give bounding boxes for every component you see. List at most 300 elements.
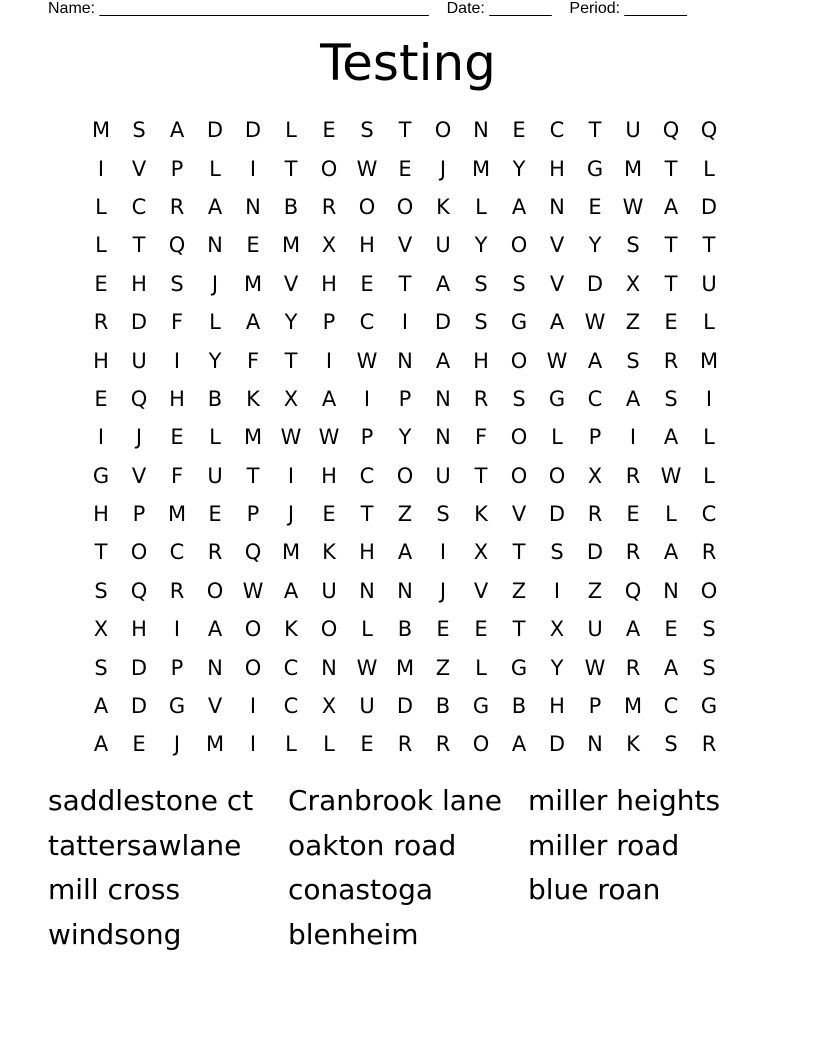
grid-letter: L	[209, 156, 221, 181]
grid-letter: U	[435, 463, 451, 488]
grid-letter: T	[474, 463, 488, 488]
grid-letter: U	[321, 578, 337, 603]
grid-letter: D	[586, 540, 604, 565]
grid-letter: G	[700, 694, 718, 719]
grid-letter: N	[549, 194, 565, 219]
grid-letter: A	[207, 617, 223, 642]
word-list-item: mill cross	[48, 873, 181, 907]
grid-letter: W	[546, 348, 568, 373]
grid-letter: A	[511, 194, 527, 219]
grid-letter: P	[588, 694, 602, 719]
grid-letter: T	[588, 118, 602, 143]
grid-letter: M	[623, 156, 643, 181]
grid-letter: I	[97, 425, 105, 450]
grid-letter: O	[320, 617, 338, 642]
grid-letter: O	[206, 578, 224, 603]
grid-letter: S	[512, 271, 526, 296]
grid-letter: L	[209, 425, 221, 450]
grid-letter: L	[285, 118, 297, 143]
grid-letter: H	[321, 463, 337, 488]
grid-letter: E	[360, 732, 374, 757]
grid-letter: Q	[244, 540, 262, 565]
grid-letter: K	[436, 194, 450, 219]
grid-letter: I	[249, 694, 257, 719]
grid-letter: S	[626, 233, 640, 258]
grid-letter: Z	[587, 578, 603, 603]
date-label: Date:	[446, 0, 485, 17]
grid-letter: R	[663, 348, 679, 373]
word-search-grid	[82, 111, 728, 764]
grid-letter: U	[359, 694, 375, 719]
grid-letter: E	[398, 156, 412, 181]
grid-letter: V	[397, 233, 413, 258]
grid-letter: I	[705, 386, 713, 411]
grid-letter: Q	[624, 578, 642, 603]
grid-letter: I	[249, 156, 257, 181]
grid-letter: M	[623, 694, 643, 719]
grid-row	[82, 610, 728, 648]
grid-letter: O	[320, 156, 338, 181]
grid-letter: A	[93, 732, 109, 757]
grid-letter: Y	[512, 156, 526, 181]
grid-letter: S	[474, 310, 488, 335]
grid-letter: G	[510, 655, 528, 680]
grid-letter: O	[548, 463, 566, 488]
grid-letter: E	[588, 194, 602, 219]
grid-letter: Y	[284, 310, 298, 335]
grid-letter: N	[397, 578, 413, 603]
grid-row	[82, 418, 728, 456]
grid-letter: U	[435, 233, 451, 258]
grid-letter: R	[207, 540, 223, 565]
grid-letter: P	[322, 310, 336, 335]
grid-letter: H	[131, 271, 147, 296]
grid-letter: O	[244, 655, 262, 680]
grid-letter: J	[439, 578, 447, 603]
grid-letter: S	[702, 655, 716, 680]
grid-row	[82, 149, 728, 187]
grid-letter: U	[207, 463, 223, 488]
grid-letter: O	[434, 118, 452, 143]
grid-letter: P	[360, 425, 374, 450]
grid-letter: U	[131, 348, 147, 373]
grid-letter: G	[168, 694, 186, 719]
grid-letter: D	[434, 310, 452, 335]
page-title: Testing	[320, 34, 496, 92]
name-label: Name:	[48, 0, 96, 17]
grid-letter: R	[587, 502, 603, 527]
grid-letter: O	[510, 425, 528, 450]
grid-letter: S	[626, 348, 640, 373]
grid-letter: X	[473, 540, 489, 565]
grid-letter: D	[586, 271, 604, 296]
grid-letter: M	[699, 348, 719, 373]
grid-letter: N	[207, 233, 223, 258]
grid-letter: T	[398, 118, 412, 143]
grid-letter: M	[281, 233, 301, 258]
grid-letter: I	[325, 348, 333, 373]
grid-letter: Z	[511, 578, 527, 603]
grid-letter: A	[663, 655, 679, 680]
word-list-item: oakton road	[288, 828, 457, 862]
grid-letter: I	[287, 463, 295, 488]
grid-letter: T	[664, 233, 678, 258]
grid-letter: T	[284, 348, 298, 373]
grid-letter: T	[360, 502, 374, 527]
grid-letter: W	[356, 156, 378, 181]
grid-letter: M	[471, 156, 491, 181]
word-list-item: miller road	[528, 828, 680, 862]
grid-letter: B	[283, 194, 299, 219]
grid-letter: L	[703, 310, 715, 335]
word-list-item: tattersawlane	[48, 828, 242, 862]
grid-letter: N	[663, 578, 679, 603]
grid-letter: T	[512, 617, 526, 642]
grid-letter: W	[356, 348, 378, 373]
grid-letter: G	[548, 386, 566, 411]
grid-letter: S	[94, 578, 108, 603]
grid-letter: T	[132, 233, 146, 258]
grid-letter: E	[664, 617, 678, 642]
grid-letter: P	[170, 156, 184, 181]
grid-row	[82, 648, 728, 686]
grid-row	[82, 265, 728, 303]
grid-letter: N	[245, 194, 261, 219]
word-list-item: miller heights	[528, 784, 721, 817]
grid-letter: G	[510, 310, 528, 335]
grid-letter: A	[663, 425, 679, 450]
grid-letter: J	[135, 425, 143, 450]
grid-letter: N	[587, 732, 603, 757]
grid-letter: D	[206, 118, 224, 143]
word-list-item: saddlestone ct	[48, 784, 254, 817]
grid-letter: O	[396, 463, 414, 488]
grid-letter: V	[549, 233, 565, 258]
grid-letter: Y	[588, 233, 602, 258]
grid-letter: A	[625, 386, 641, 411]
grid-letter: A	[663, 540, 679, 565]
grid-letter: J	[439, 156, 447, 181]
grid-letter: V	[473, 578, 489, 603]
grid-letter: S	[132, 118, 146, 143]
grid-letter: H	[359, 233, 375, 258]
grid-letter: C	[283, 655, 299, 680]
word-list-item: windsong	[48, 918, 182, 952]
grid-letter: R	[93, 310, 109, 335]
grid-letter: E	[322, 502, 336, 527]
grid-letter: G	[472, 694, 490, 719]
grid-letter: L	[475, 194, 487, 219]
grid-row	[82, 111, 728, 149]
grid-letter: O	[700, 578, 718, 603]
grid-letter: Z	[435, 655, 451, 680]
grid-letter: R	[625, 655, 641, 680]
grid-letter: M	[395, 655, 415, 680]
grid-letter: D	[548, 502, 566, 527]
grid-letter: P	[588, 425, 602, 450]
grid-letter: D	[396, 694, 414, 719]
grid-row	[82, 303, 728, 341]
grid-letter: N	[435, 386, 451, 411]
grid-letter: W	[622, 194, 644, 219]
grid-letter: T	[398, 271, 412, 296]
grid-letter: E	[208, 502, 222, 527]
grid-letter: A	[245, 310, 261, 335]
grid-letter: A	[397, 540, 413, 565]
grid-letter: Y	[208, 348, 222, 373]
grid-letter: R	[701, 732, 717, 757]
grid-letter: I	[97, 156, 105, 181]
grid-letter: W	[242, 578, 264, 603]
grid-letter: A	[511, 732, 527, 757]
grid-letter: D	[130, 694, 148, 719]
grid-letter: I	[439, 540, 447, 565]
grid-letter: Q	[662, 118, 680, 143]
grid-letter: E	[170, 425, 184, 450]
grid-letter: M	[243, 271, 263, 296]
grid-letter: R	[321, 194, 337, 219]
grid-letter: D	[244, 118, 262, 143]
grid-letter: A	[549, 310, 565, 335]
grid-letter: N	[435, 425, 451, 450]
grid-letter: O	[510, 463, 528, 488]
grid-letter: L	[703, 463, 715, 488]
grid-row	[82, 380, 728, 418]
grid-row	[82, 533, 728, 571]
grid-letter: G	[586, 156, 604, 181]
grid-letter: S	[702, 617, 716, 642]
grid-letter: B	[207, 386, 223, 411]
grid-letter: O	[472, 732, 490, 757]
grid-letter: E	[94, 386, 108, 411]
grid-letter: K	[246, 386, 260, 411]
grid-letter: A	[587, 348, 603, 373]
grid-letter: E	[322, 118, 336, 143]
grid-letter: E	[436, 617, 450, 642]
grid-letter: Q	[130, 386, 148, 411]
grid-letter: K	[322, 540, 336, 565]
grid-letter: S	[360, 118, 374, 143]
grid-letter: C	[587, 386, 603, 411]
grid-letter: U	[701, 271, 717, 296]
word-list	[48, 779, 788, 958]
grid-letter: S	[550, 540, 564, 565]
grid-letter: O	[244, 617, 262, 642]
grid-letter: H	[93, 502, 109, 527]
grid-letter: I	[173, 617, 181, 642]
grid-letter: N	[321, 655, 337, 680]
grid-letter: I	[363, 386, 371, 411]
date-blank: _______	[489, 0, 552, 17]
grid-letter: A	[663, 194, 679, 219]
grid-letter: D	[700, 194, 718, 219]
grid-letter: H	[131, 617, 147, 642]
name-blank: _____________________________________	[99, 0, 429, 17]
grid-row	[82, 572, 728, 610]
grid-letter: I	[173, 348, 181, 373]
grid-letter: T	[284, 156, 298, 181]
grid-letter: P	[132, 502, 146, 527]
grid-letter: X	[321, 694, 337, 719]
grid-letter: N	[473, 118, 489, 143]
grid-letter: W	[660, 463, 682, 488]
grid-letter: E	[512, 118, 526, 143]
grid-letter: S	[512, 386, 526, 411]
grid-row	[82, 495, 728, 533]
grid-row	[82, 341, 728, 379]
grid-letter: L	[285, 732, 297, 757]
grid-letter: C	[169, 540, 185, 565]
grid-letter: E	[94, 271, 108, 296]
grid-letter: I	[553, 578, 561, 603]
grid-letter: W	[584, 655, 606, 680]
grid-letter: A	[321, 386, 337, 411]
grid-letter: H	[473, 348, 489, 373]
grid-letter: A	[435, 348, 451, 373]
grid-letter: C	[549, 118, 565, 143]
header-fields	[48, 0, 687, 19]
grid-letter: N	[207, 655, 223, 680]
grid-letter: R	[625, 463, 641, 488]
grid-letter: P	[170, 655, 184, 680]
grid-letter: L	[323, 732, 335, 757]
grid-letter: L	[209, 310, 221, 335]
grid-letter: W	[356, 655, 378, 680]
grid-letter: O	[510, 348, 528, 373]
grid-letter: I	[401, 310, 409, 335]
grid-row	[82, 725, 728, 763]
grid-letter: I	[249, 732, 257, 757]
grid-letter: A	[625, 617, 641, 642]
grid-letter: M	[281, 540, 301, 565]
grid-letter: Q	[700, 118, 718, 143]
grid-letter: O	[396, 194, 414, 219]
grid-letter: H	[321, 271, 337, 296]
grid-letter: P	[246, 502, 260, 527]
grid-letter: O	[130, 540, 148, 565]
grid-letter: B	[435, 694, 451, 719]
grid-letter: T	[702, 233, 716, 258]
grid-letter: L	[703, 156, 715, 181]
word-list-item: Cranbrook lane	[288, 784, 502, 817]
grid-letter: U	[587, 617, 603, 642]
grid-letter: L	[703, 425, 715, 450]
grid-letter: K	[474, 502, 488, 527]
grid-letter: Q	[130, 578, 148, 603]
grid-letter: R	[169, 578, 185, 603]
grid-letter: C	[359, 463, 375, 488]
period-blank: _______	[624, 0, 687, 17]
grid-letter: X	[93, 617, 109, 642]
grid-letter: S	[170, 271, 184, 296]
grid-letter: C	[663, 694, 679, 719]
grid-letter: B	[511, 694, 527, 719]
grid-letter: S	[94, 655, 108, 680]
grid-letter: F	[474, 425, 488, 450]
grid-letter: T	[664, 156, 678, 181]
grid-letter: J	[173, 732, 181, 757]
grid-letter: L	[551, 425, 563, 450]
grid-letter: O	[358, 194, 376, 219]
grid-letter: W	[280, 425, 302, 450]
grid-letter: L	[95, 233, 107, 258]
grid-letter: L	[475, 655, 487, 680]
grid-letter: V	[283, 271, 299, 296]
grid-letter: V	[511, 502, 527, 527]
grid-letter: X	[587, 463, 603, 488]
grid-row	[82, 687, 728, 725]
grid-letter: R	[397, 732, 413, 757]
grid-letter: H	[93, 348, 109, 373]
period-label: Period:	[569, 0, 621, 17]
grid-letter: Z	[397, 502, 413, 527]
grid-letter: A	[283, 578, 299, 603]
grid-letter: A	[207, 194, 223, 219]
grid-letter: L	[665, 502, 677, 527]
grid-letter: E	[246, 233, 260, 258]
grid-letter: S	[664, 732, 678, 757]
grid-letter: T	[664, 271, 678, 296]
grid-letter: H	[359, 540, 375, 565]
grid-letter: K	[626, 732, 640, 757]
grid-letter: X	[549, 617, 565, 642]
grid-letter: R	[701, 540, 717, 565]
grid-letter: B	[397, 617, 413, 642]
grid-row	[82, 226, 728, 264]
grid-letter: A	[93, 694, 109, 719]
word-list-item: conastoga	[288, 873, 434, 907]
grid-letter: M	[243, 425, 263, 450]
grid-letter: T	[94, 540, 108, 565]
grid-letter: Z	[625, 310, 641, 335]
grid-letter: F	[170, 310, 184, 335]
grid-letter: X	[321, 233, 337, 258]
grid-letter: V	[131, 156, 147, 181]
grid-letter: Q	[168, 233, 186, 258]
grid-letter: F	[170, 463, 184, 488]
grid-letter: J	[287, 502, 295, 527]
grid-letter: S	[474, 271, 488, 296]
grid-row	[82, 457, 728, 495]
grid-letter: E	[664, 310, 678, 335]
grid-letter: P	[398, 386, 412, 411]
grid-letter: R	[169, 194, 185, 219]
grid-letter: C	[283, 694, 299, 719]
grid-letter: V	[131, 463, 147, 488]
grid-letter: N	[397, 348, 413, 373]
grid-letter: K	[284, 617, 298, 642]
grid-letter: W	[318, 425, 340, 450]
grid-letter: F	[246, 348, 260, 373]
grid-letter: L	[361, 617, 373, 642]
grid-letter: R	[625, 540, 641, 565]
grid-letter: E	[132, 732, 146, 757]
grid-letter: W	[584, 310, 606, 335]
grid-letter: U	[625, 118, 641, 143]
grid-letter: H	[549, 694, 565, 719]
grid-letter: C	[701, 502, 717, 527]
grid-letter: G	[92, 463, 110, 488]
grid-letter: C	[131, 194, 147, 219]
grid-letter: S	[664, 386, 678, 411]
grid-letter: I	[629, 425, 637, 450]
grid-letter: E	[474, 617, 488, 642]
grid-letter: Y	[398, 425, 412, 450]
grid-letter: X	[283, 386, 299, 411]
grid-letter: N	[359, 578, 375, 603]
grid-letter: M	[91, 118, 111, 143]
grid-letter: H	[169, 386, 185, 411]
